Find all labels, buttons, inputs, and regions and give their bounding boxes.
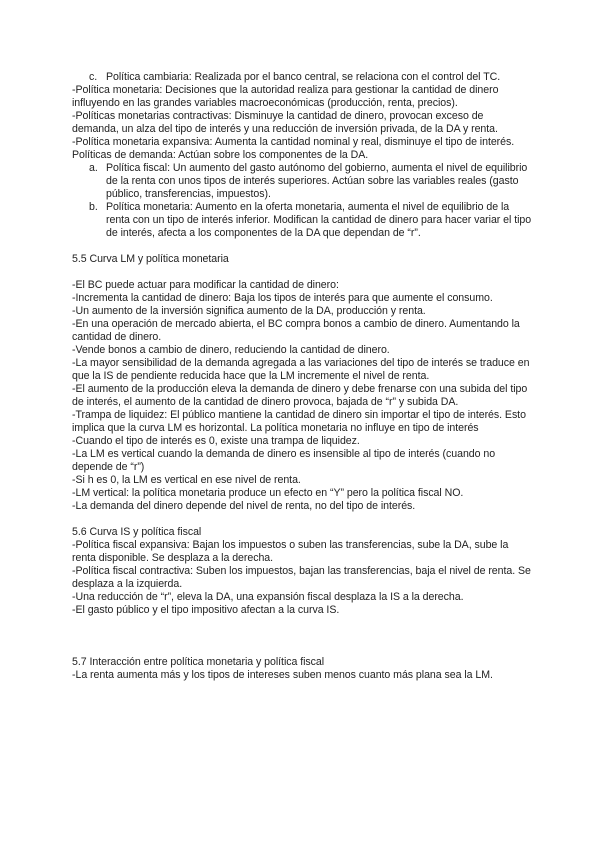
paragraph: -Política fiscal expansiva: Bajan los impuestos o suben las transferencias, sube la DA, sube la renta disponible. Se desplaza a la derecha.: [72, 539, 509, 564]
list-item-c: [72, 71, 532, 84]
list-item-text: Política cambiaria: Realizada por el banco central, se relaciona con el control del TC.: [106, 71, 501, 83]
paragraph: -Política fiscal contractiva: Suben los impuestos, bajan las transferencias, baja el nivel de renta. Se desplaza a la izquierda.: [72, 565, 531, 590]
paragraph: -En una operación de mercado abierta, el BC compra bonos a cambio de dinero. Aumentando la cantidad de dinero.: [72, 318, 520, 343]
section-heading: 5.6 Curva IS y política fiscal: [72, 526, 202, 538]
paragraph: -El BC puede actuar para modificar la cantidad de dinero:: [72, 279, 339, 291]
paragraph: Políticas de demanda: Actúan sobre los componentes de la DA.: [72, 149, 369, 161]
paragraph: -La LM es vertical cuando la demanda de dinero es insensible al tipo de interés (cuando no depende de “r”): [72, 448, 496, 473]
paragraph: -Si h es 0, la LM es vertical en ese nivel de renta.: [72, 474, 301, 486]
paragraph: -Vende bonos a cambio de dinero, reduciendo la cantidad de dinero.: [72, 344, 390, 356]
paragraph: -La demanda del dinero depende del nivel de renta, no del tipo de interés.: [72, 500, 416, 512]
list-marker: c.: [89, 71, 98, 83]
list-marker: a.: [89, 162, 98, 174]
paragraph: -Trampa de liquidez: El público mantiene la cantidad de dinero sin importar el tipo de interés. Esto implica que la curva LM es horizontal. La política monetaria no influye en tipo de interés: [72, 409, 526, 434]
paragraph: -El gasto público y el tipo impositivo afectan a la curva IS.: [72, 604, 340, 616]
list-item-text: Política fiscal: Un aumento del gasto autónomo del gobierno, aumenta el nivel de equilibrio de la renta con unos tipos de interés superiores. Actúan sobre las variables reales (gasto público, transferencias, impuestos).: [106, 162, 528, 200]
paragraph: -Políticas monetarias contractivas: Disminuye la cantidad de dinero, provocan exceso de demanda, un alza del tipo de interés y una reducción de inversión privada, de la DA y renta.: [72, 110, 498, 135]
list-item-b: [72, 201, 532, 240]
document-page: [72, 71, 532, 682]
list-item-text: Política monetaria: Aumento en la oferta monetaria, aumenta el nivel de equilibrio de la renta con un tipo de interés inferior. Modifican la cantidad de dinero para hacer variar el tipo de interés, afecta a los componentes de la DA que dependan de “r”.: [106, 201, 532, 239]
paragraph: -El aumento de la producción eleva la demanda de dinero y debe frenarse con una subida del tipo de interés, el aumento de la cantidad de dinero provoca, bajada de “r” y subida DA.: [72, 383, 528, 408]
paragraph: -LM vertical: la política monetaria produce un efecto en “Y” pero la política fiscal NO.: [72, 487, 464, 499]
paragraph: -Un aumento de la inversión significa aumento de la DA, producción y renta.: [72, 305, 426, 317]
paragraph: -Política monetaria expansiva: Aumenta la cantidad nominal y real, disminuye el tipo de interés.: [72, 136, 515, 148]
list-marker: b.: [89, 201, 98, 213]
list-item-a: [72, 162, 532, 201]
paragraph: -Cuando el tipo de interés es 0, existe una trampa de liquidez.: [72, 435, 360, 447]
paragraph: -Una reducción de “r”, eleva la DA, una expansión fiscal desplaza la IS a la derecha.: [72, 591, 464, 603]
section-heading: 5.7 Interacción entre política monetaria y política fiscal: [72, 656, 325, 668]
paragraph: -Política monetaria: Decisiones que la autoridad realiza para gestionar la cantidad de dinero influyendo en las grandes variables macroeconómicas (producción, renta, precios).: [72, 84, 499, 109]
paragraph: -La renta aumenta más y los tipos de intereses suben menos cuanto más plana sea la LM.: [72, 669, 493, 681]
paragraph: -Incrementa la cantidad de dinero: Baja los tipos de interés para que aumente el consumo.: [72, 292, 493, 304]
paragraph: -La mayor sensibilidad de la demanda agregada a las variaciones del tipo de interés se traduce en que la IS de pendiente reducida hace que la LM incremente el nivel de renta.: [72, 357, 530, 382]
section-heading: 5.5 Curva LM y política monetaria: [72, 253, 229, 265]
